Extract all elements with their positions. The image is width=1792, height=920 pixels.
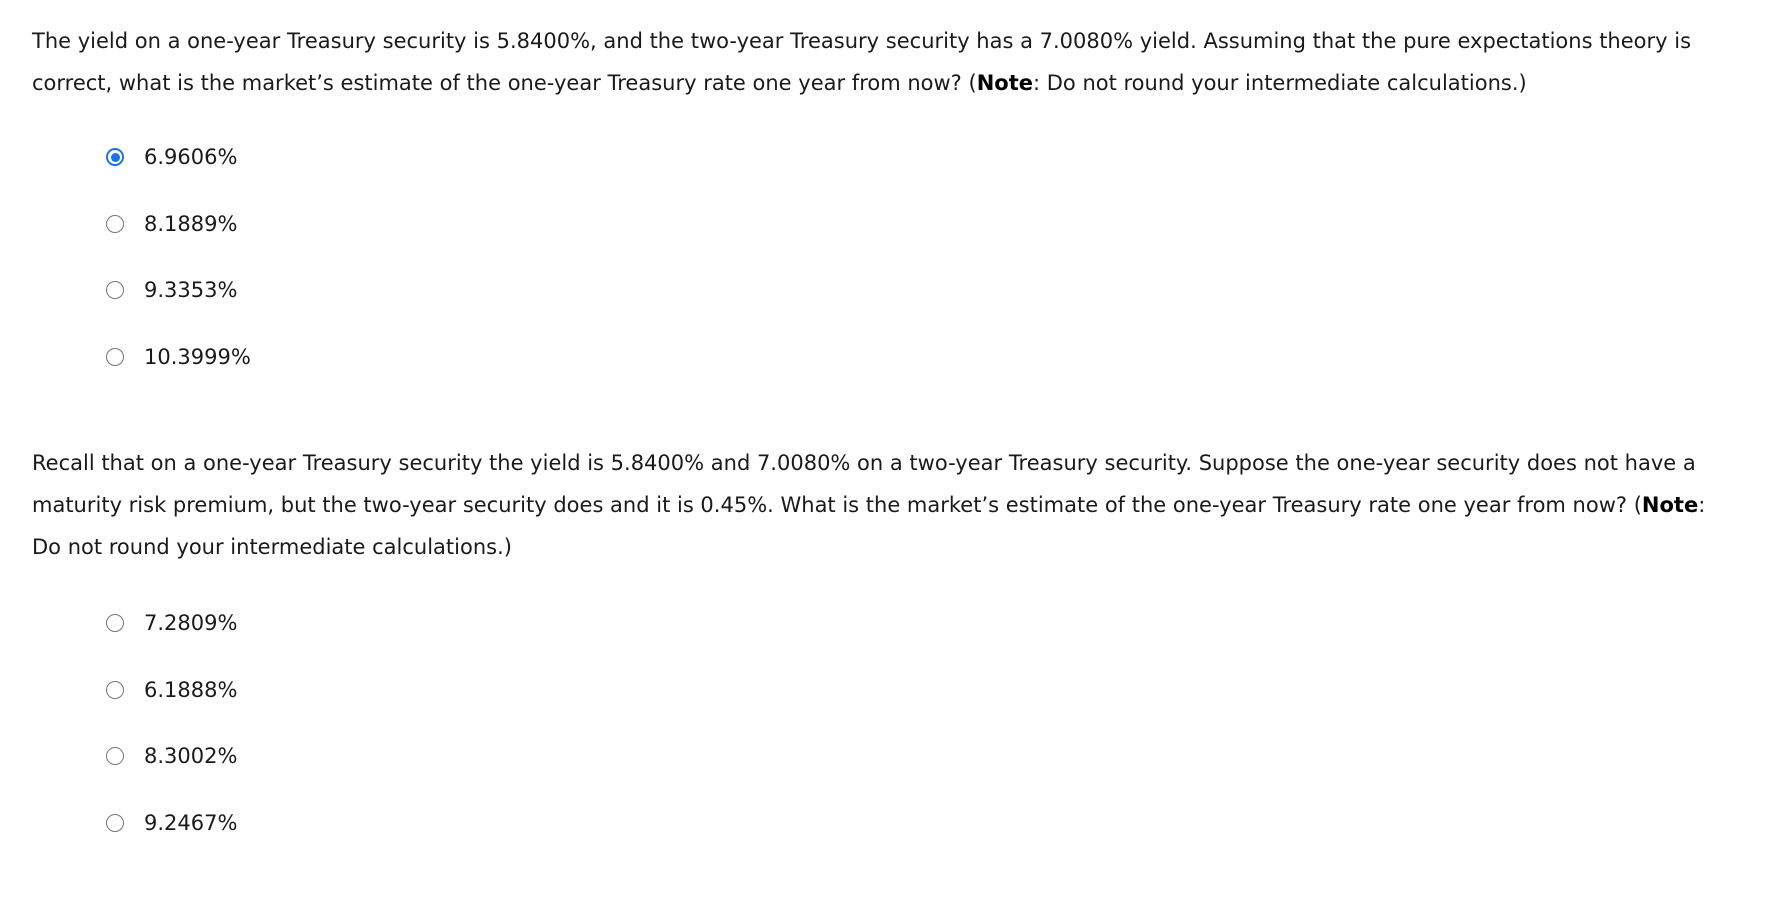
question-1-option-d[interactable] <box>32 324 1760 391</box>
question-2-text-part-3: : Do not round your intermediate calculations.) <box>32 493 1706 559</box>
question-2-options <box>32 590 1760 856</box>
option-label[interactable]: 6.1888% <box>144 677 238 702</box>
question-2-option-a[interactable] <box>32 590 1760 657</box>
question-1-text-part-1: The yield on a one-year Treasury security is 5.8400%, and the two-year Treasury security has a 7.0080% yield. Assuming that the pure expectations theory is correct, what is the market’s estimate of the one-year Treasury rate one year from now? ( <box>32 29 1692 95</box>
question-2-text-part-1: Recall that on a one-year Treasury security the yield is 5.8400% and 7.0080% on a two-year Treasury security. Suppose the one-year security does not have a maturity risk premium, but the two-year security does and it is 0.45%. What is the market’s estimate of the one-year Treasury rate one year from now? ( <box>32 451 1696 517</box>
question-2-option-d[interactable] <box>32 790 1760 857</box>
option-label[interactable]: 9.3353% <box>144 278 238 303</box>
question-2-option-b[interactable] <box>32 657 1760 724</box>
question-1 <box>32 20 1760 390</box>
option-label[interactable]: 8.1889% <box>144 211 238 236</box>
question-2 <box>32 442 1760 856</box>
question-1-text-part-3: : Do not round your intermediate calculations.) <box>1033 71 1527 95</box>
option-label[interactable]: 10.3999% <box>144 344 251 369</box>
option-label[interactable]: 7.2809% <box>144 611 238 636</box>
question-2-note-label: Note <box>1641 493 1699 517</box>
question-2-text <box>32 442 1732 568</box>
radio-button[interactable] <box>106 814 124 832</box>
radio-button[interactable] <box>106 348 124 366</box>
radio-button[interactable] <box>106 681 124 699</box>
question-1-note-label: Note <box>976 71 1033 95</box>
question-2-option-c[interactable] <box>32 723 1760 790</box>
option-label[interactable]: 9.2467% <box>144 810 238 835</box>
question-1-option-c[interactable] <box>32 257 1760 324</box>
question-1-options <box>32 124 1760 390</box>
question-1-option-b[interactable] <box>32 191 1760 258</box>
option-label[interactable]: 8.3002% <box>144 744 238 769</box>
radio-button[interactable] <box>106 747 124 765</box>
radio-button[interactable] <box>106 281 124 299</box>
question-1-option-a[interactable] <box>32 124 1760 191</box>
question-1-text <box>32 20 1732 104</box>
option-label[interactable]: 6.9606% <box>144 145 238 170</box>
radio-button[interactable] <box>106 614 124 632</box>
radio-button-selected[interactable] <box>106 148 124 166</box>
radio-button[interactable] <box>106 215 124 233</box>
